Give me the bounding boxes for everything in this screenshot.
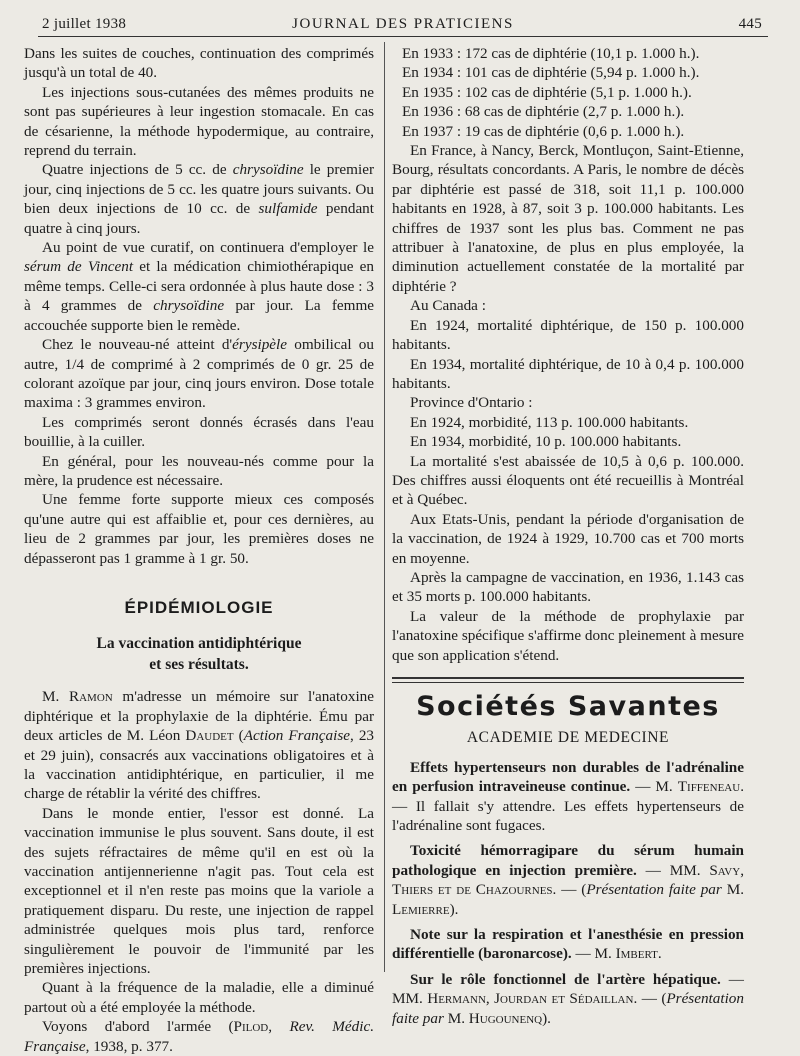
paragraph: Une femme forte supporte mieux ces composés qu'une autre qui est affaiblie et, pour ces dernières, au lieu de 2 grammes par jour, les premières doses ne dépasseront pas 1 gramme à 1 gr. 50. [24, 491, 374, 567]
paragraph: Quant à la fréquence de la maladie, elle a diminué partout où a été employée la méthode. [24, 979, 374, 1016]
communication-entry: Toxicité hémorragipare du sérum humain pathologique en injection première. — MM. Savy, Thiers et de Chazournes. — (Présentation faite par M. Lemierre). [392, 842, 744, 918]
subsection-heading: ACADEMIE DE MEDECINE [466, 729, 670, 747]
statistic-line: En 1933 : 172 cas de diphtérie (10,1 p. 1.000 h.). [402, 45, 700, 62]
column-divider [384, 42, 385, 972]
right-column [392, 44, 744, 1034]
paragraph: Au Canada : [410, 297, 486, 315]
statistic-line: En 1934 : 101 cas de diphtérie (5,94 p. 1.000 h.). [402, 64, 700, 82]
journal-title: JOURNAL DES PRATICIENS [292, 16, 514, 32]
section-separator [392, 677, 744, 683]
page-number: 445 [738, 16, 762, 32]
statistic-line: En 1937 : 19 cas de diphtérie (0,6 p. 1.000 h.). [402, 122, 685, 140]
paragraph: En 1924, morbidité, 113 p. 100.000 habitants. [410, 413, 689, 431]
paragraph: Quatre injections de 5 cc. de chrysoïdine le premier jour, cinq injections de 5 cc. les quatre jours suivants. Ou bien deux injections de 10 cc. de sulfamide pendant quatre à cinq jours. [24, 161, 375, 237]
paragraph: Voyons d'abord l'armée (Pilod, Rev. Médic. Française, 1938, p. 377. [24, 1018, 375, 1055]
paragraph: Dans le monde entier, l'essor est donné. La vaccination immunise le plus souvent. Sans doute, il est des sujets réfractaires de même qu'il en est où la vaccination antijennerienne n'agit pas. Tout cela est exceptionnel et il n'en reste pas moins que la variole a pratiquement disparu. Du reste, une injection de rappel administrée quelques mois plus tard, renforce singulièrement le pouvoir de l'immunité par les premières injections. [24, 804, 374, 978]
left-column [24, 44, 374, 1056]
running-header [38, 14, 768, 37]
paragraph: La mortalité s'est abaissée de 10,5 à 0,6 p. 100.000. Des chiffres aussi éloquents ont été recueillis à Montréal et à Québec. [392, 452, 744, 509]
section-heading-societes: Sociétés Savantes [416, 691, 720, 722]
paragraph: Dans les suites de couches, continuation des comprimés jusqu'à un total de 40. [24, 45, 374, 82]
paragraph: En général, pour les nouveau-nés comme pour la mère, la prudence est nécessaire. [24, 452, 374, 489]
section-heading: ÉPIDÉMIOLOGIE [124, 597, 274, 617]
paragraph: Au point de vue curatif, on continuera d'employer le sérum de Vincent et la médication chimiothérapique en même temps. Celle-ci sera ordonnée à plus haute dose : 3 à 4 grammes de chrysoïdine par jour. La femme accouchée supporte bien le remède. [24, 239, 375, 334]
statistic-line: En 1935 : 102 cas de diphtérie (5,1 p. 1.000 h.). [402, 83, 692, 101]
paragraph: En 1934, mortalité diphtérique, de 10 à 0,4 p. 100.000 habitants. [392, 355, 744, 392]
paragraph: Après la campagne de vaccination, en 1936, 1.143 cas et 35 morts p. 100.000 habitants. [392, 568, 744, 606]
communication-entry: Sur le rôle fonctionnel de l'artère hépatique. — MM. Hermann, Jourdan et Sédaillan. — (Présentation faite par M. Hugounenq). [392, 970, 744, 1027]
paragraph: Aux Etats-Unis, pendant la période d'organisation de la vaccination, de 1924 à 1929, 10.700 cas et 700 morts en moyenne. [392, 510, 744, 567]
statistics-list [392, 44, 744, 141]
paragraph: M. Ramon m'adresse un mémoire sur l'anatoxine diphtérique et la prophylaxie de la diphtérie. Ému par deux articles de M. Léon Daudet (Action Française, 23 et 29 juin), consacrés aux vaccinations obligatoires et à la vaccination antidiphtérique, en particulier, il me charge de rétablir la vérité des chiffres. [24, 688, 374, 803]
paragraph: En 1924, mortalité diphtérique, de 150 p. 100.000 habitants. [392, 316, 744, 354]
paragraph: La valeur de la méthode de prophylaxie par l'anatoxine spécifique s'affirme donc pleinement à mesure que son application s'étend. [392, 607, 744, 664]
paragraph: Les comprimés seront donnés écrasés dans l'eau bouillie, à la cuiller. [24, 413, 374, 451]
paragraph: Chez le nouveau-né atteint d'érysipèle ombilical ou autre, 1/4 de comprimé à 2 comprimés de 0 gr. 25 de colorant azoïque par jour, cinq jours environ. Dose totale maxima : 3 grammes environ. [24, 336, 374, 412]
paragraph: En France, à Nancy, Berck, Montluçon, Saint-Etienne, Bourg, résultats concordants. A Paris, le nombre de décès par diphtérie est passé de 318, soit 11,1 p. 100.000 habitants en 1928, à 87, soit 3 p. 100.000 habitants. Les chiffres de 1937 sont les plus bas. Comment ne pas attribuer à l'anatoxine, de plus en plus employée, la diminution actuellement constatée de la mortalité par diphtérie ? [392, 142, 744, 295]
article-title: La vaccination antidiphtérique et ses résultats. [96, 635, 302, 674]
communication-entry: Effets hypertenseurs non durables de l'adrénaline en perfusion intraveineuse continue. — M. Tiffeneau. — Il fallait s'y attendre. Les effets hypertenseurs de l'adrénaline sont fugaces. [392, 758, 744, 835]
paragraph: Province d'Ontario : [410, 394, 533, 412]
statistic-line: En 1936 : 68 cas de diphtérie (2,7 p. 1.000 h.). [402, 103, 685, 121]
header-date: 2 juillet 1938 [42, 16, 127, 32]
communication-entry: Note sur la respiration et l'anesthésie en pression différentielle (baronarcose). — M. Imbert. [392, 926, 744, 963]
paragraph: Les injections sous-cutanées des mêmes produits ne sont pas supérieures à leur ingestion stomacale. En cas de césarienne, la méthode hypodermique, au contraire, reprend du terrain. [24, 83, 374, 160]
paragraph: En 1934, morbidité, 10 p. 100.000 habitants. [410, 433, 682, 451]
